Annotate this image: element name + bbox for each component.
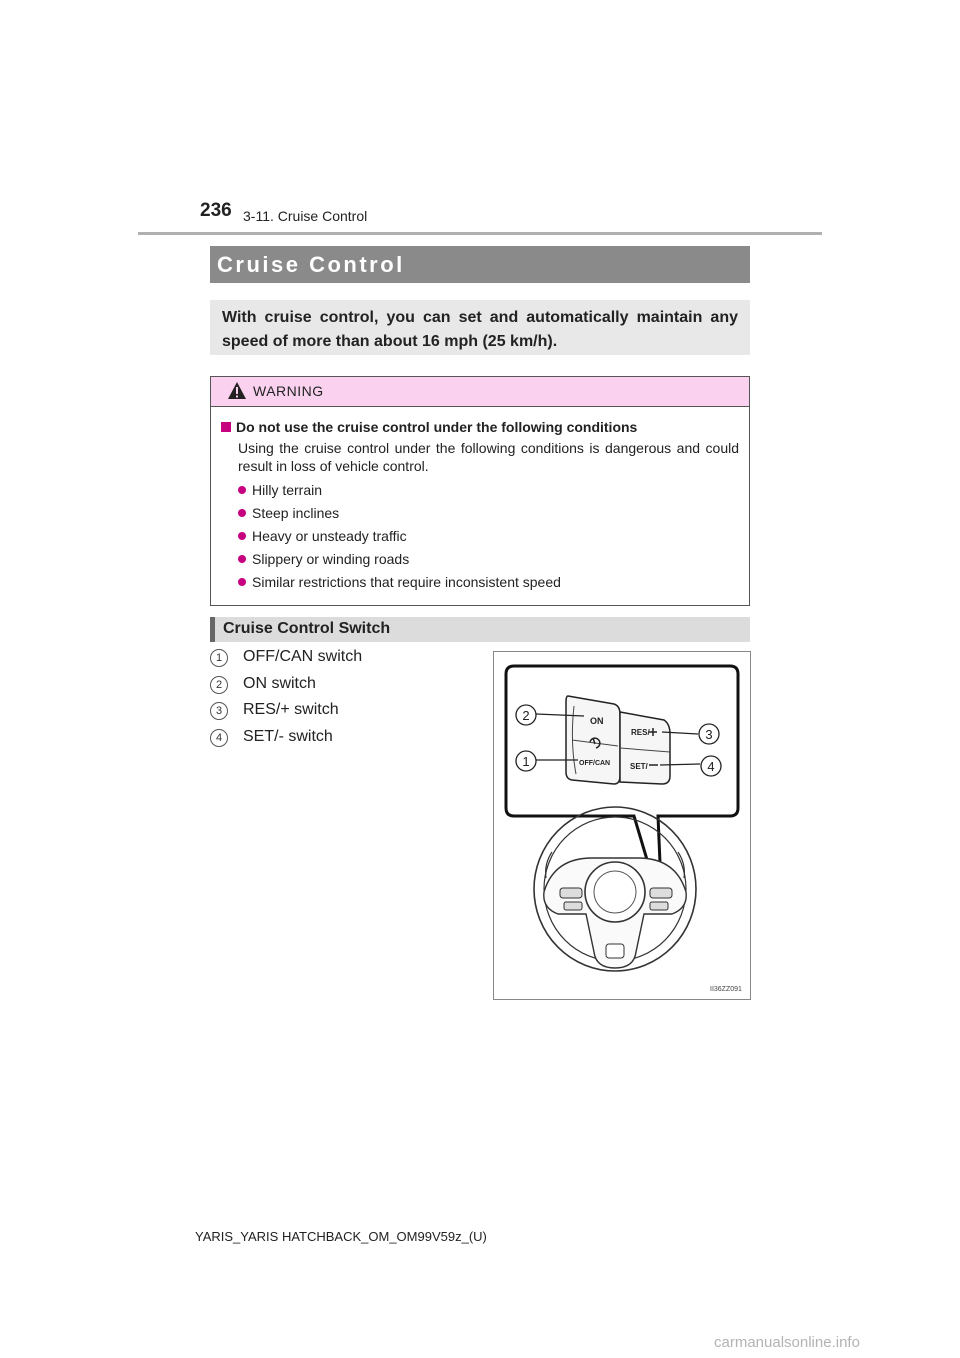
section-title: Cruise Control Switch <box>223 620 391 637</box>
square-bullet-icon <box>221 422 231 432</box>
callout-2: 2 <box>522 708 530 723</box>
section-header <box>210 617 750 642</box>
number-badge: 2 <box>210 676 228 694</box>
bullet-dot-icon <box>238 532 246 540</box>
list-item: Slippery or winding roads <box>238 551 739 567</box>
number-badge: 1 <box>210 649 228 667</box>
res-switch-label: RES/ <box>631 728 650 737</box>
set-switch-label: SET/ <box>630 762 648 771</box>
bullet-dot-icon <box>238 578 246 586</box>
list-item: Heavy or unsteady traffic <box>238 528 739 544</box>
list-item: Hilly terrain <box>238 482 739 498</box>
steering-wheel <box>534 807 696 971</box>
intro-box <box>210 300 750 355</box>
page-title: Cruise Control <box>217 252 405 277</box>
warning-box <box>210 376 750 606</box>
section-accent-bar <box>210 617 215 642</box>
bullet-dot-icon <box>238 555 246 563</box>
callout-3: 3 <box>705 727 713 742</box>
switch-label: OFF/CAN switch <box>243 648 363 665</box>
page-number: 236 <box>200 200 232 221</box>
header-rule <box>138 232 822 235</box>
number-badge: 3 <box>210 702 228 720</box>
steering-wheel-illustration <box>494 652 750 999</box>
steering-wheel-figure <box>493 651 751 1000</box>
warning-heading: Do not use the cruise control under the following conditions <box>236 419 638 435</box>
number-badge: 4 <box>210 729 228 747</box>
right-switch-pad <box>620 712 670 784</box>
callout-1: 1 <box>522 754 530 769</box>
warning-label: WARNING <box>253 383 324 399</box>
intro-text: With cruise control, you can set and automatically maintain any speed of more than about 16 mph (25 km/h). <box>222 309 738 350</box>
bullet-dot-icon <box>238 509 246 517</box>
warning-icon <box>227 381 247 400</box>
warning-header <box>211 377 749 407</box>
warning-paragraph: Using the cruise control under the following conditions is dangerous and could result in loss of vehicle control. <box>238 440 739 474</box>
switch-label: RES/+ switch <box>243 701 339 718</box>
on-switch-label: ON <box>590 716 604 726</box>
figure-code: II36ZZ091 <box>710 986 742 993</box>
switch-label: SET/- switch <box>243 728 333 745</box>
list-item: Steep inclines <box>238 505 739 521</box>
callout-4: 4 <box>707 759 715 774</box>
list-item: Similar restrictions that require inconsistent speed <box>238 574 739 590</box>
section-title-band <box>210 246 750 283</box>
chapter-title: 3-11. Cruise Control <box>243 208 368 224</box>
switch-label: ON switch <box>243 675 316 692</box>
off-can-switch-label: OFF/CAN <box>579 760 611 767</box>
warning-body <box>221 419 739 590</box>
watermark: carmanualsonline.info <box>714 1334 860 1351</box>
footer-doc-id: YARIS_YARIS HATCHBACK_OM_OM99V59z_(U) <box>195 1229 487 1244</box>
bullet-dot-icon <box>238 486 246 494</box>
